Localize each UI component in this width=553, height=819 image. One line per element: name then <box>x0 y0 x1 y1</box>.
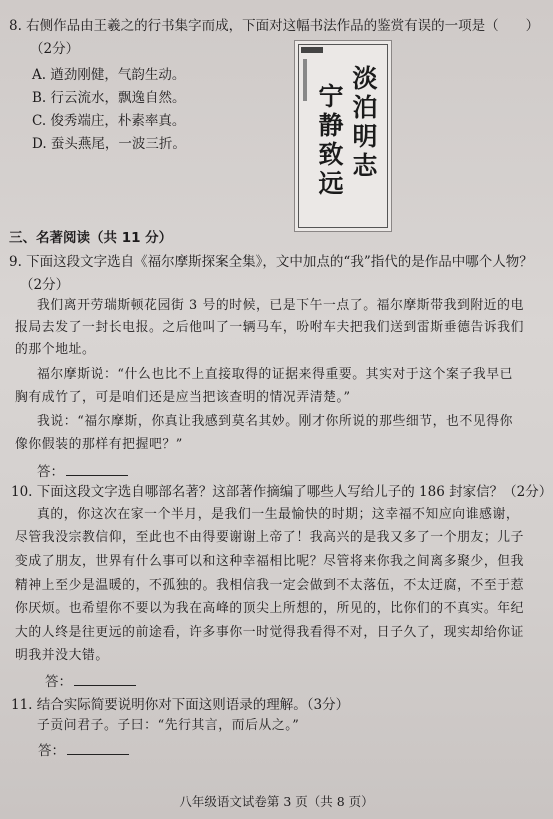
q10-stem: 10. 下面这段文字选自哪部名著？这部著作摘编了哪些人写给儿子的 186 封家信？（2分） <box>11 484 553 500</box>
q8-option-a: A. 遒劲刚健，气韵生动。 <box>32 67 186 83</box>
q10-passage-line: 你厌烦。也希望你不要以为我在高峰的顶尖上所想的，所见的，比你们的不真实。年纪 <box>15 601 525 616</box>
q10-answer-label: 答： <box>45 674 72 690</box>
q8-stem: 8. 右侧作品由王羲之的行书集字而成，下面对这幅书法作品的鉴赏有误的一项是（ ） <box>9 18 540 34</box>
q9-passage-line: 胸有成竹了，可是咱们还是应当把该查明的情况弄清楚。” <box>15 390 351 405</box>
q10-answer-row <box>45 673 136 691</box>
q9-stem: 9. 下面这段文字选自《福尔摩斯探案全集》，文中加点的“我”指代的是作品中哪个人物？ <box>9 254 533 270</box>
q10-passage-line: 精神上至少是温暖的，不孤独的。我相信我一定会做到不太落伍，不太迂腐，不至于惹 <box>15 578 525 593</box>
q10-passage-line: 明我并没大错。 <box>15 648 109 663</box>
q9-passage-line: 我说：“福尔摩斯，你真让我感到莫名其妙。刚才你所说的那些细节，也不见得你 <box>37 414 514 429</box>
artwork-column-left: 宁静致远 <box>315 83 344 199</box>
q11-stem: 11. 结合实际简要说明你对下面这则语录的理解。（3分） <box>11 697 350 713</box>
q9-passage-line: 福尔摩斯说：“什么也比不上直接取得的证据来得重要。其实对于这个案子我早已 <box>37 367 514 382</box>
q11-answer-label: 答： <box>38 743 65 759</box>
q9-answer-label: 答： <box>37 464 64 480</box>
q9-passage-line: 的那个地址。 <box>15 342 96 357</box>
q8-option-d: D. 蚕头燕尾，一波三折。 <box>32 136 186 152</box>
q9-score: （2分） <box>20 277 70 293</box>
q11-quote: 子贡问君子。子曰：“先行其言，而后从之。” <box>37 718 300 733</box>
q10-passage-line: 尽管我没宗教信仰，至此也不由得要谢谢上帝了！我高兴的是我又多了一个朋友；儿子 <box>15 530 525 545</box>
artwork-inscription-mark <box>303 59 307 101</box>
q8-score: （2分） <box>30 41 80 57</box>
q11-answer-row <box>38 742 129 760</box>
q8-option-c: C. 俊秀端庄，朴素率真。 <box>32 113 186 129</box>
q10-passage-line: 大的人终是往更远的前途看，许多事你一时觉得我看得不对，日子久了，现实却给你证 <box>15 625 525 640</box>
q10-passage-line: 真的，你这次在家一个半月，是我们一生最愉快的时期；这幸福不知应向谁感谢， <box>37 507 520 522</box>
q10-passage-line: 变成了朋友，世界有什么事可以和这种幸福相比呢？尽管将来你我之间离多聚少，但我 <box>15 554 525 569</box>
q9-answer-blank[interactable] <box>66 463 128 476</box>
page-footer: 八年级语文试卷第 3 页（共 8 页） <box>179 794 374 809</box>
section-title: 三、名著阅读（共 11 分） <box>9 230 173 246</box>
q9-passage-line: 我们离开劳瑞斯顿花园街 3 号的时候，已是下午一点了。福尔摩斯带我到附近的电 <box>37 298 524 313</box>
q10-answer-blank[interactable] <box>74 673 136 686</box>
q11-answer-blank[interactable] <box>67 742 129 755</box>
q8-option-b: B. 行云流水，飘逸自然。 <box>32 90 186 106</box>
q9-passage-line: 像你假装的那样有把握吧？” <box>15 437 183 452</box>
q9-passage-line: 报局去发了一封长电报。之后他叫了一辆马车，吩咐车夫把我们送到雷斯垂德告诉我们 <box>15 320 525 335</box>
q9-answer-row <box>37 463 128 481</box>
artwork-column-right: 淡泊明志 <box>349 65 378 181</box>
calligraphy-artwork <box>294 40 392 232</box>
artwork-label-mark <box>301 47 323 53</box>
